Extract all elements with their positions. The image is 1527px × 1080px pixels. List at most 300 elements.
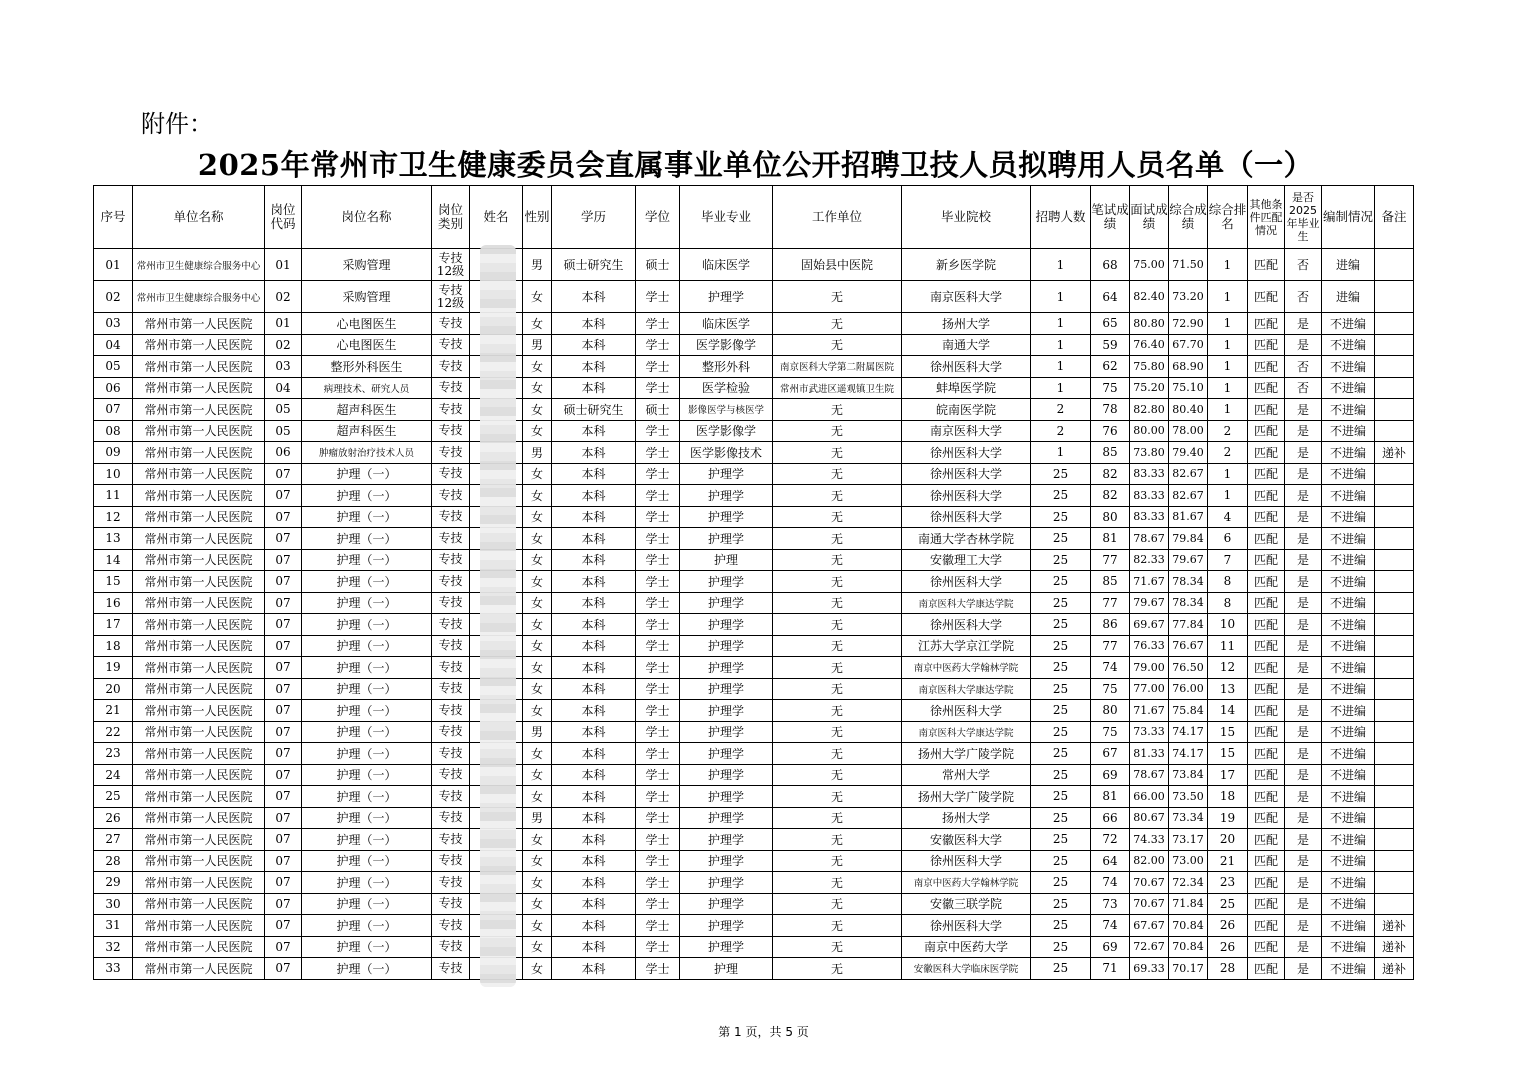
table-cell: 74.17 [1169, 721, 1208, 743]
table-cell: 25 [1031, 549, 1091, 571]
table-cell: 无 [773, 592, 902, 614]
table-cell: 8 [1208, 571, 1248, 593]
table-cell: 30 [94, 893, 133, 915]
table-cell: 专技 [432, 420, 470, 442]
table-cell: 69 [1091, 936, 1130, 958]
table-cell: 本科 [552, 743, 636, 765]
table-cell: 护理（一） [302, 915, 432, 937]
table-cell: 本科 [552, 281, 636, 313]
table-cell: 肿瘤放射治疗技术人员 [302, 442, 432, 464]
table-cell: 11 [94, 485, 133, 507]
table-cell: 常州市第一人民医院 [133, 872, 265, 894]
table-cell: 29 [94, 872, 133, 894]
table-cell: 学士 [636, 893, 680, 915]
table-cell: 是 [1285, 614, 1322, 636]
table-cell: 本科 [552, 571, 636, 593]
table-cell: 扬州大学 [902, 313, 1031, 335]
table-cell: 07 [94, 399, 133, 421]
table-cell: 05 [94, 356, 133, 378]
table-cell: 05 [265, 399, 302, 421]
table-cell: 匹配 [1248, 764, 1285, 786]
table-cell: 07 [265, 829, 302, 851]
table-cell: 护理学 [680, 743, 773, 765]
table-cell: 学士 [636, 614, 680, 636]
document-title: 2025年常州市卫生健康委员会直属事业单位公开招聘卫技人员拟聘用人员名单（一） [197, 148, 1314, 182]
table-cell: 江苏大学京江学院 [902, 635, 1031, 657]
table-cell: 护理（一） [302, 936, 432, 958]
table-cell: 女 [523, 700, 552, 722]
table-cell: 无 [773, 281, 902, 313]
table-cell: 护理学 [680, 571, 773, 593]
column-header: 单位名称 [133, 186, 265, 249]
table-cell: 学士 [636, 958, 680, 980]
table-cell: 79.84 [1169, 528, 1208, 550]
table-body [94, 249, 1414, 980]
table-cell: 女 [523, 657, 552, 679]
table-cell: 65 [1091, 313, 1130, 335]
table-cell: 02 [94, 281, 133, 313]
table-cell: 27 [94, 829, 133, 851]
table-row [94, 786, 1414, 808]
table-cell: 31 [94, 915, 133, 937]
table-cell: 07 [265, 786, 302, 808]
column-header: 毕业专业 [680, 186, 773, 249]
table-cell: 06 [94, 377, 133, 399]
column-header: 工作单位 [773, 186, 902, 249]
table-cell: 整形外科 [680, 356, 773, 378]
table-cell: 10 [94, 463, 133, 485]
table-cell: 73.80 [1130, 442, 1169, 464]
table-cell: 专技 [432, 958, 470, 980]
table-cell: 本科 [552, 614, 636, 636]
table-cell: 不进编 [1322, 700, 1375, 722]
table-row [94, 915, 1414, 937]
table-cell: 72.34 [1169, 872, 1208, 894]
table-cell: 安徽三联学院 [902, 893, 1031, 915]
table-cell: 本科 [552, 786, 636, 808]
table-cell [1375, 356, 1414, 378]
table-cell: 专技 [432, 571, 470, 593]
column-header: 综合排名 [1208, 186, 1248, 249]
table-cell: 25 [1031, 614, 1091, 636]
table-cell: 女 [523, 281, 552, 313]
table-cell: 本科 [552, 936, 636, 958]
table-cell: 护理（一） [302, 893, 432, 915]
table-cell: 05 [265, 420, 302, 442]
table-cell: 护理（一） [302, 807, 432, 829]
table-cell: 76.67 [1169, 635, 1208, 657]
table-cell: 女 [523, 399, 552, 421]
table-cell: 75 [1091, 721, 1130, 743]
table-cell: 女 [523, 313, 552, 335]
table-cell: 64 [1091, 281, 1130, 313]
table-cell: 匹配 [1248, 420, 1285, 442]
table-cell: 07 [265, 485, 302, 507]
column-header: 毕业院校 [902, 186, 1031, 249]
table-cell: 常州市第一人民医院 [133, 829, 265, 851]
table-cell [1375, 399, 1414, 421]
table-cell: 07 [265, 571, 302, 593]
table-cell: 本科 [552, 463, 636, 485]
table-cell: 74 [1091, 657, 1130, 679]
table-cell: 80 [1091, 506, 1130, 528]
table-cell: 是 [1285, 807, 1322, 829]
table-cell: 护理学 [680, 678, 773, 700]
table-cell: 无 [773, 743, 902, 765]
table-cell: 常州市第一人民医院 [133, 356, 265, 378]
table-row [94, 463, 1414, 485]
table-cell: 78.00 [1169, 420, 1208, 442]
table-cell: 女 [523, 958, 552, 980]
table-cell: 匹配 [1248, 915, 1285, 937]
table-cell: 73.20 [1169, 281, 1208, 313]
table-cell: 护理学 [680, 528, 773, 550]
column-header: 编制情况 [1322, 186, 1375, 249]
table-cell: 67 [1091, 743, 1130, 765]
table-cell: 常州市第一人民医院 [133, 936, 265, 958]
table-cell: 68 [1091, 249, 1130, 281]
table-cell: 不进编 [1322, 399, 1375, 421]
table-cell: 75 [1091, 678, 1130, 700]
table-cell: 不进编 [1322, 850, 1375, 872]
table-cell: 匹配 [1248, 281, 1285, 313]
table-cell: 25 [1031, 657, 1091, 679]
table-cell: 17 [94, 614, 133, 636]
table-cell: 护理学 [680, 829, 773, 851]
table-cell: 25 [1031, 786, 1091, 808]
table-cell: 安徽医科大学 [902, 829, 1031, 851]
table-cell: 进编 [1322, 281, 1375, 313]
table-cell: 82.33 [1130, 549, 1169, 571]
table-cell: 无 [773, 334, 902, 356]
table-cell: 徐州医科大学 [902, 614, 1031, 636]
table-cell: 80.80 [1130, 313, 1169, 335]
table-cell: 匹配 [1248, 700, 1285, 722]
table-cell: 临床医学 [680, 249, 773, 281]
table-cell: 是 [1285, 334, 1322, 356]
table-cell: 82.00 [1130, 850, 1169, 872]
table-cell: 是 [1285, 721, 1322, 743]
table-cell: 不进编 [1322, 377, 1375, 399]
table-cell: 护理学 [680, 936, 773, 958]
table-cell: 不进编 [1322, 958, 1375, 980]
table-cell: 07 [265, 915, 302, 937]
table-cell: 不进编 [1322, 743, 1375, 765]
table-cell: 83.33 [1130, 506, 1169, 528]
table-cell: 学士 [636, 463, 680, 485]
table-cell: 常州市第一人民医院 [133, 958, 265, 980]
table-cell: 超声科医生 [302, 399, 432, 421]
table-cell: 本科 [552, 377, 636, 399]
table-cell: 常州市第一人民医院 [133, 635, 265, 657]
table-cell: 学士 [636, 442, 680, 464]
table-cell: 是 [1285, 764, 1322, 786]
table-cell: 护理学 [680, 657, 773, 679]
table-cell: 南京医科大学康达学院 [902, 721, 1031, 743]
table-cell: 26 [1208, 915, 1248, 937]
table-cell: 本科 [552, 721, 636, 743]
table-cell: 是 [1285, 850, 1322, 872]
table-cell: 无 [773, 399, 902, 421]
table-cell: 28 [1208, 958, 1248, 980]
table-cell: 护理学 [680, 635, 773, 657]
column-header: 学历 [552, 186, 636, 249]
table-cell: 女 [523, 743, 552, 765]
table-cell: 86 [1091, 614, 1130, 636]
table-cell: 82.80 [1130, 399, 1169, 421]
table-cell: 25 [1031, 893, 1091, 915]
table-cell: 1 [1208, 356, 1248, 378]
table-cell: 2 [1031, 420, 1091, 442]
table-cell: 否 [1285, 356, 1322, 378]
table-cell: 女 [523, 786, 552, 808]
table-cell: 不进编 [1322, 721, 1375, 743]
table-cell: 常州市第一人民医院 [133, 850, 265, 872]
table-cell: 是 [1285, 786, 1322, 808]
table-cell: 1 [1031, 334, 1091, 356]
table-cell: 专技 [432, 463, 470, 485]
table-cell: 6 [1208, 528, 1248, 550]
table-cell [1375, 334, 1414, 356]
table-cell: 徐州医科大学 [902, 700, 1031, 722]
table-cell: 本科 [552, 313, 636, 335]
table-cell: 无 [773, 915, 902, 937]
table-cell: 81 [1091, 786, 1130, 808]
table-cell: 25 [1031, 592, 1091, 614]
table-cell: 07 [265, 872, 302, 894]
table-cell: 护理（一） [302, 786, 432, 808]
table-cell: 24 [94, 764, 133, 786]
table-cell: 学士 [636, 485, 680, 507]
table-cell: 25 [1031, 700, 1091, 722]
table-cell: 学士 [636, 528, 680, 550]
table-cell [1375, 313, 1414, 335]
table-cell: 78.67 [1130, 528, 1169, 550]
table-cell: 10 [1208, 614, 1248, 636]
table-cell: 专技 [432, 786, 470, 808]
table-cell: 25 [1031, 485, 1091, 507]
table-cell: 02 [265, 281, 302, 313]
table-cell [1375, 635, 1414, 657]
column-header: 备注 [1375, 186, 1414, 249]
table-cell: 13 [1208, 678, 1248, 700]
table-cell: 女 [523, 893, 552, 915]
table-row [94, 485, 1414, 507]
table-cell [1375, 872, 1414, 894]
column-header: 学位 [636, 186, 680, 249]
table-cell: 1 [1208, 377, 1248, 399]
table-cell: 是 [1285, 915, 1322, 937]
table-cell [1375, 829, 1414, 851]
table-cell: 是 [1285, 872, 1322, 894]
table-cell: 专技 [432, 936, 470, 958]
table-cell: 本科 [552, 506, 636, 528]
table-cell: 16 [94, 592, 133, 614]
table-cell: 女 [523, 485, 552, 507]
table-cell: 护理（一） [302, 958, 432, 980]
table-cell: 不进编 [1322, 592, 1375, 614]
table-cell: 专技 [432, 356, 470, 378]
table-cell: 83.33 [1130, 485, 1169, 507]
table-cell: 护理（一） [302, 506, 432, 528]
table-cell [1375, 463, 1414, 485]
table-cell: 78 [1091, 399, 1130, 421]
table-cell: 常州市第一人民医院 [133, 334, 265, 356]
table-cell: 07 [265, 528, 302, 550]
table-cell: 常州市第一人民医院 [133, 377, 265, 399]
table-cell: 71.67 [1130, 571, 1169, 593]
table-cell: 是 [1285, 442, 1322, 464]
table-row [94, 657, 1414, 679]
table-cell: 本科 [552, 872, 636, 894]
table-cell: 护理（一） [302, 463, 432, 485]
table-cell: 专技12级 [432, 281, 470, 313]
table-row [94, 829, 1414, 851]
table-cell: 常州市第一人民医院 [133, 549, 265, 571]
table-cell: 匹配 [1248, 958, 1285, 980]
table-cell: 75 [1091, 377, 1130, 399]
table-cell: 82 [1091, 463, 1130, 485]
table-cell: 81.33 [1130, 743, 1169, 765]
table-cell: 25 [1031, 528, 1091, 550]
table-row [94, 958, 1414, 980]
table-cell: 本科 [552, 657, 636, 679]
table-cell: 81.67 [1169, 506, 1208, 528]
table-cell: 7 [1208, 549, 1248, 571]
table-cell: 77.00 [1130, 678, 1169, 700]
table-row [94, 872, 1414, 894]
table-row [94, 721, 1414, 743]
table-cell: 15 [1208, 721, 1248, 743]
table-cell: 25 [1031, 678, 1091, 700]
table-cell: 无 [773, 420, 902, 442]
table-cell: 是 [1285, 571, 1322, 593]
table-cell: 匹配 [1248, 528, 1285, 550]
table-cell: 护理（一） [302, 829, 432, 851]
table-cell: 学士 [636, 377, 680, 399]
table-cell: 否 [1285, 377, 1322, 399]
table-cell: 不进编 [1322, 571, 1375, 593]
table-cell: 匹配 [1248, 807, 1285, 829]
table-cell: 女 [523, 678, 552, 700]
table-cell: 常州市第一人民医院 [133, 571, 265, 593]
table-cell: 女 [523, 764, 552, 786]
table-row [94, 249, 1414, 281]
table-cell: 不进编 [1322, 764, 1375, 786]
table-cell: 护理学 [680, 786, 773, 808]
table-cell: 递补 [1375, 442, 1414, 464]
table-cell: 匹配 [1248, 936, 1285, 958]
table-cell: 匹配 [1248, 334, 1285, 356]
table-cell: 递补 [1375, 958, 1414, 980]
table-cell: 无 [773, 313, 902, 335]
table-cell [1375, 571, 1414, 593]
table-cell: 匹配 [1248, 657, 1285, 679]
table-cell: 常州市第一人民医院 [133, 678, 265, 700]
table-cell: 33 [94, 958, 133, 980]
table-cell: 学士 [636, 700, 680, 722]
table-cell [1375, 786, 1414, 808]
table-cell: 护理学 [680, 614, 773, 636]
table-cell: 2 [1031, 399, 1091, 421]
table-cell: 74.17 [1169, 743, 1208, 765]
table-cell: 常州市第一人民医院 [133, 614, 265, 636]
table-cell: 专技 [432, 442, 470, 464]
table-cell: 专技 [432, 334, 470, 356]
table-cell: 常州市第一人民医院 [133, 786, 265, 808]
table-cell: 常州市第一人民医院 [133, 700, 265, 722]
table-cell: 73.00 [1169, 850, 1208, 872]
column-header: 招聘人数 [1031, 186, 1091, 249]
table-cell: 82.67 [1169, 463, 1208, 485]
table-cell: 男 [523, 334, 552, 356]
table-cell: 学士 [636, 915, 680, 937]
table-row [94, 743, 1414, 765]
table-cell: 护理（一） [302, 850, 432, 872]
table-cell: 男 [523, 249, 552, 281]
table-cell: 无 [773, 657, 902, 679]
table-row [94, 506, 1414, 528]
table-cell: 1 [1208, 313, 1248, 335]
table-cell [1375, 657, 1414, 679]
table-cell: 32 [94, 936, 133, 958]
table-row [94, 592, 1414, 614]
table-cell: 常州市第一人民医院 [133, 506, 265, 528]
table-cell: 80.67 [1130, 807, 1169, 829]
table-cell: 无 [773, 936, 902, 958]
table-cell [1375, 700, 1414, 722]
table-cell: 常州市第一人民医院 [133, 485, 265, 507]
table-cell: 71.84 [1169, 893, 1208, 915]
table-cell: 学士 [636, 313, 680, 335]
table-cell: 25 [1031, 936, 1091, 958]
table-cell: 79.67 [1169, 549, 1208, 571]
table-cell: 固始县中医院 [773, 249, 902, 281]
table-cell: 护理 [680, 549, 773, 571]
table-cell [1375, 528, 1414, 550]
table-cell: 19 [94, 657, 133, 679]
table-cell: 76.50 [1169, 657, 1208, 679]
table-cell: 06 [265, 442, 302, 464]
table-cell: 无 [773, 442, 902, 464]
table-cell: 常州市武进区遥观镇卫生院 [773, 377, 902, 399]
table-cell: 否 [1285, 249, 1322, 281]
table-cell: 护理（一） [302, 678, 432, 700]
table-cell: 是 [1285, 313, 1322, 335]
table-cell: 本科 [552, 764, 636, 786]
table-cell: 75.00 [1130, 249, 1169, 281]
table-cell: 学士 [636, 721, 680, 743]
table-cell: 本科 [552, 958, 636, 980]
table-cell: 不进编 [1322, 549, 1375, 571]
table-cell: 护理学 [680, 721, 773, 743]
table-cell: 医学影像学 [680, 334, 773, 356]
table-cell: 66 [1091, 807, 1130, 829]
table-cell: 不进编 [1322, 442, 1375, 464]
table-cell [1375, 420, 1414, 442]
table-cell: 学士 [636, 281, 680, 313]
table-cell: 15 [1208, 743, 1248, 765]
table-cell [1375, 281, 1414, 313]
table-cell: 匹配 [1248, 721, 1285, 743]
table-cell: 74 [1091, 915, 1130, 937]
table-cell: 女 [523, 356, 552, 378]
table-cell: 医学影像技术 [680, 442, 773, 464]
table-cell: 07 [265, 700, 302, 722]
table-row [94, 334, 1414, 356]
table-cell: 徐州医科大学 [902, 850, 1031, 872]
table-cell: 不进编 [1322, 356, 1375, 378]
